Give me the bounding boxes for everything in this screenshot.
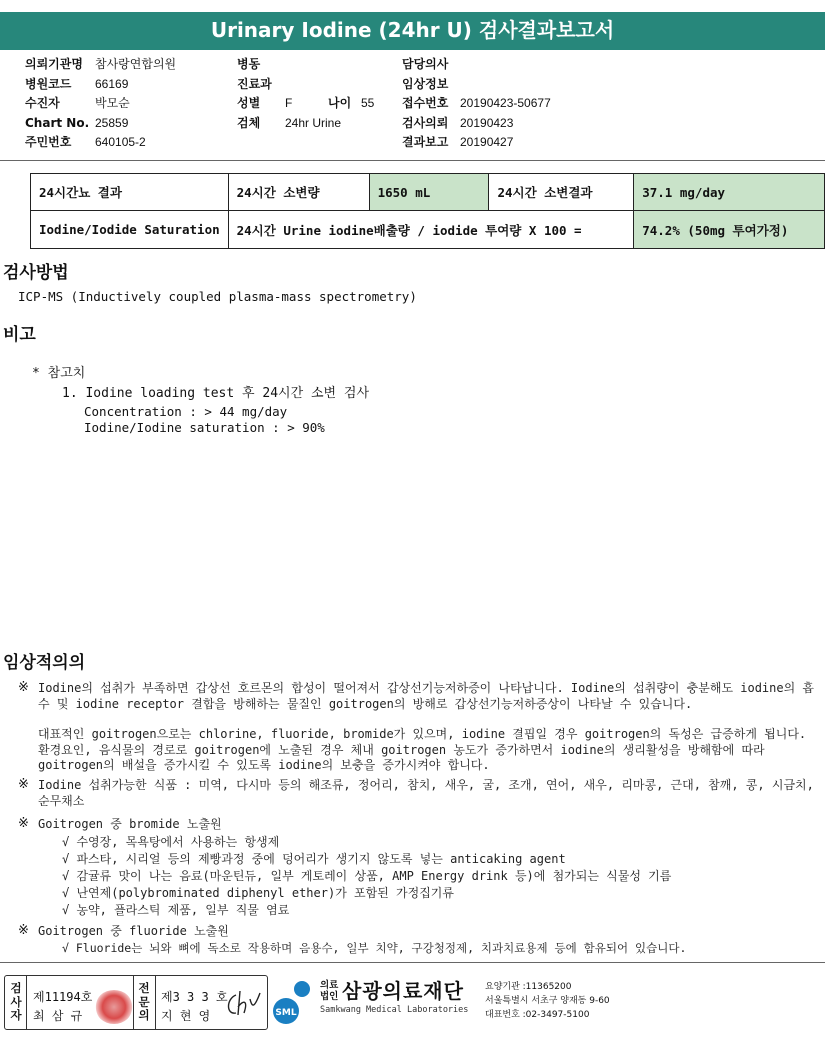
org-type-line: 법인 (320, 991, 339, 1002)
org-info (485, 980, 610, 1022)
info-value: 66169 (95, 76, 129, 91)
label-char: 문 (138, 994, 150, 1009)
report-title: Urinary Iodine (24hr U) 검사결과보고서 (0, 12, 825, 50)
org-type-line: 의료 (320, 980, 339, 991)
bromide-item: √ 감귤류 맛이 나는 음료(마운틴듀, 일부 게토레이 상품, AMP Energy drink 등)에 첨가되는 식물성 기름 (62, 869, 672, 883)
info-column-1 (25, 55, 176, 153)
info-label: 담당의사 (402, 57, 449, 71)
table-row (31, 174, 825, 211)
label-char: 검 (10, 981, 22, 995)
note-mark: ※ (18, 777, 29, 792)
sml-logo-icon (272, 977, 316, 1027)
info-label: 병동 (237, 57, 261, 71)
label-char: 전 (138, 981, 150, 995)
seal-stamp (95, 990, 133, 1024)
info-value: 640105-2 (95, 135, 146, 149)
note-mark: ※ (18, 816, 29, 831)
info-row (402, 133, 551, 153)
info-row (25, 75, 176, 95)
info-row (25, 94, 176, 114)
info-label: 수진자 (25, 96, 60, 110)
info-label: 의뢰기관명 (25, 57, 83, 71)
significance-paragraph: Iodine의 섭취가 부족하면 갑상선 호르몬의 합성이 떨어져서 갑상선기능저하증이 나타납니다. Iodine의 섭취량이 충분해도 iodine의 흡수 및 iodine receptor 결합을 방해하는 물질인 goitrogen의 방해로 갑상선기능저하증상이 나타날 수 있습니다. (38, 681, 815, 711)
info-label: 진료과 (237, 76, 272, 91)
label-char: 자 (10, 1008, 22, 1022)
fluoride-title: Goitrogen 중 fluoride 노출원 (38, 924, 229, 938)
urine-result-value: 37.1 mg/day (634, 174, 825, 211)
info-row (237, 55, 374, 75)
age-label: 나이 (328, 96, 352, 110)
info-row (25, 114, 176, 134)
result-table (30, 173, 825, 249)
inspector-label (6, 982, 26, 1023)
info-column-2 (237, 55, 374, 133)
age-value: 55 (361, 96, 375, 110)
info-value: 20190427 (460, 135, 514, 149)
bromide-item: √ 수영장, 목욕탕에서 사용하는 항생제 (62, 835, 280, 849)
info-row (402, 55, 551, 75)
reference-line: Iodine/Iodine saturation : > 90% (84, 420, 325, 435)
info-label: 성별 (237, 96, 261, 110)
box-divider (26, 976, 27, 1029)
info-label: 검사의뢰 (402, 115, 449, 130)
method-heading: 검사방법 (3, 263, 69, 283)
org-info-line: 대표번호 :02-3497-5100 (485, 1010, 590, 1020)
org-type (320, 980, 338, 1002)
saturation-value: 74.2% (50mg 투여가정) (634, 211, 825, 249)
significance-paragraph: 대표적인 goitrogen으로는 chlorine, fluoride, bromide가 있으며, iodine 결핍일 경우 goitrogen의 독성은 급증하게 됩니다. 환경요인, 음식물의 경로로 goitrogen에 노출된 경우 체내 goitrogen 농도가 증가하면서 iodine의 생리활성을 방해함에 따라 goitrogen의 배설을 증가시킬 수 있도록 iodine의 보충을 증가시켜야 합니다. (38, 727, 807, 772)
signature-image (222, 985, 262, 1023)
note-mark: ※ (18, 680, 29, 695)
info-value: 참사랑연합의원 (95, 57, 177, 71)
info-label: 주민번호 (25, 135, 72, 149)
reference-line: Concentration : > 44 mg/day (84, 404, 288, 419)
table-cell: 24시간 Urine iodine배출량 / iodide 투여량 X 100 = (228, 211, 634, 249)
inspector-name: 최 삼 규 (33, 1009, 83, 1023)
table-cell: 24시간 소변량 (228, 174, 369, 211)
org-english-name: Samkwang Medical Laboratories (320, 1005, 469, 1015)
bromide-item: √ 난연제(polybrominated diphenyl ether)가 포함된 가정집기류 (62, 886, 454, 900)
info-row (25, 55, 176, 75)
info-row (237, 114, 374, 134)
bromide-item: √ 농약, 플라스틱 제품, 일부 직물 염료 (62, 903, 290, 917)
bromide-item: √ 파스타, 시리얼 등의 제빵과정 중에 덩어리가 생기지 않도록 넣는 anticaking agent (62, 852, 566, 866)
table-row (31, 211, 825, 249)
specialist-name: 지 현 영 (161, 1009, 211, 1023)
info-label: 접수번호 (402, 96, 449, 110)
table-cell: 24시간뇨 결과 (31, 174, 229, 211)
header-divider (0, 160, 825, 161)
info-value: 25859 (95, 115, 129, 130)
footer-divider (0, 962, 825, 963)
reference-item: 1. Iodine loading test 후 24시간 소변 검사 (62, 386, 370, 401)
remarks-heading: 비고 (3, 325, 36, 345)
specialist-license: 제3 3 3 호 (161, 990, 228, 1004)
urine-volume-value: 1650 mL (369, 174, 489, 211)
info-row (25, 133, 176, 153)
label-char: 사 (10, 994, 22, 1009)
info-row (237, 94, 374, 114)
info-column-3 (402, 55, 551, 153)
table-cell: 24시간 소변결과 (489, 174, 634, 211)
box-divider (155, 976, 156, 1029)
label-char: 의 (138, 1008, 150, 1022)
info-label: 결과보고 (402, 135, 449, 149)
info-value: 20190423-50677 (460, 96, 551, 110)
org-info-line: 요양기관 :11365200 (485, 982, 572, 992)
table-cell: Iodine/Iodide Saturation (31, 211, 229, 249)
info-row (402, 94, 551, 114)
bromide-title: Goitrogen 중 bromide 노출원 (38, 817, 222, 831)
info-value: F (285, 96, 293, 110)
org-name: 삼광의료재단 (342, 979, 464, 1003)
info-row (402, 75, 551, 95)
info-row (402, 114, 551, 134)
info-label: 임상정보 (402, 76, 449, 91)
specialist-label (134, 982, 154, 1023)
info-value: 20190423 (460, 115, 514, 130)
significance-heading: 임상적의의 (3, 653, 86, 673)
info-label: 검체 (237, 115, 261, 130)
info-row (237, 75, 374, 95)
info-label: Chart No. (25, 115, 90, 130)
logo-text: SML (275, 1008, 297, 1018)
reference-title: * 참고치 (32, 366, 86, 381)
info-label: 병원코드 (25, 76, 72, 91)
food-paragraph: Iodine 섭취가능한 식품 : 미역, 다시마 등의 해조류, 정어리, 참치, 새우, 굴, 조개, 연어, 새우, 리마콩, 근대, 참깨, 콩, 시금치, 순무채소 (38, 778, 814, 808)
method-text: ICP-MS (Inductively coupled plasma-mass spectrometry) (18, 289, 417, 304)
inspector-license: 제11194호 (33, 990, 93, 1004)
fluoride-item: √ Fluoride는 뇌와 뼈에 독소로 작용하며 음용수, 일부 치약, 구강청정제, 치과치료용제 등에 함유되어 있습니다. (62, 941, 687, 955)
note-mark: ※ (18, 923, 29, 938)
info-value: 24hr Urine (285, 115, 342, 130)
info-value: 박모순 (95, 96, 130, 110)
org-info-line: 서울특별시 서초구 양재동 9-60 (485, 996, 610, 1006)
